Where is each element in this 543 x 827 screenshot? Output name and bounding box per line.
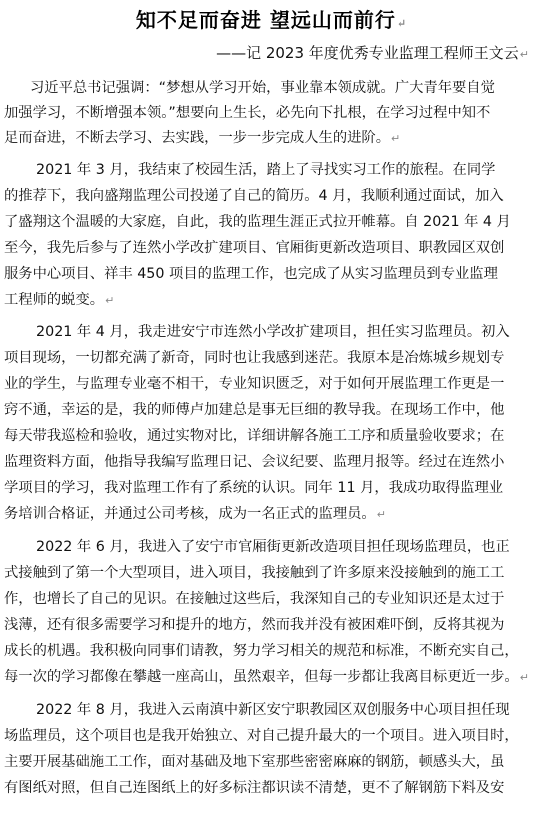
body-line: 2021 年 4 月，我走进安宁市连然小学改扩建项目，担任实习监理员。初入 xyxy=(36,324,510,340)
body-line: 了盛翔这个温暖的大家庭，自此，我的监理生涯正式拉开帷幕。自 2021 年 4 月 xyxy=(4,214,511,230)
body-line: 业的学生，与监理专业毫不相干，专业知识匮乏，对于如何开展监理工作更是一 xyxy=(4,376,505,392)
article-title xyxy=(0,4,543,33)
body-line: 作，也增长了自己的见识。在接触过这些后，我深知自己的专业知识还是太过于 xyxy=(4,591,505,607)
article-title-text: 知不足而奋进 望远山而前行 xyxy=(135,8,396,32)
body-line: 学项目的学习，我对监理工作有了系统的认识。同年 11 月，我成功取得监理业 xyxy=(4,480,504,496)
body-line: 加强学习，不断增强本领。”想要向上生长，必先向下扎根，在学习过程中知不 xyxy=(4,105,491,121)
body-line: 习近平总书记强调：“梦想从学习开始，事业靠本领成就。广大青年要自觉 xyxy=(30,80,495,96)
body-line: 项目现场，一切都充满了新奇，同时也让我感到迷茫。我原本是冶炼城乡规划专 xyxy=(4,350,505,366)
paragraph-mark: ↵ xyxy=(519,671,529,684)
body-line: 至今，我先后参与了连然小学改扩建项目、官厢街更新改造项目、职教园区双创 xyxy=(4,240,505,256)
body-line: 有图纸对照，但自己连图纸上的好多标注都识读不清楚，更不了解钢筋下料及安 xyxy=(4,780,505,796)
body-line: 足而奋进，不断去学习、去实践，一步一步完成人生的进阶。↵ xyxy=(4,130,401,146)
body-line: 窍不通，幸运的是，我的师傅卢加建总是事无巨细的教导我。在现场工作中，他 xyxy=(4,402,505,418)
body-line: 成长的机遇。我积极向同事们请教，努力学习相关的规范和标准，不断充实自己， xyxy=(4,643,519,659)
paragraph-mark: ↵ xyxy=(396,17,408,30)
body-line: 服务中心项目、祥丰 450 项目的监理工作，也完成了从实习监理员到专业监理 xyxy=(4,266,498,282)
paragraph-mark: ↵ xyxy=(519,48,529,61)
paragraph-mark: ↵ xyxy=(391,132,401,145)
body-line: 2022 年 6 月，我进入了安宁市官厢街更新改造项目担任现场监理员，也正 xyxy=(36,539,510,555)
body-line: 主要开展基础施工工作，面对基础及地下室那些密密麻麻的钢筋，顿感头大，虽 xyxy=(4,754,505,770)
body-line: 的推荐下，我向盛翔监理公司投递了自己的简历。4 月，我顺利通过面试，加入 xyxy=(4,188,504,204)
paragraph-mark: ↵ xyxy=(376,508,386,521)
body-line: 场监理员，这个项目也是我开始独立、对自己提升最大的一个项目。进入项目时， xyxy=(4,728,519,744)
paragraph-mark: ↵ xyxy=(105,294,115,307)
body-line: 浅薄，还有很多需要学习和提升的地方，然而我并没有被困难吓倒，反将其视为 xyxy=(4,617,505,633)
body-line: 2022 年 8 月，我进入云南滇中新区安宁职教园区双创服务中心项目担任现 xyxy=(36,702,510,718)
article-subtitle xyxy=(216,42,529,63)
body-line: 工程师的蜕变。↵ xyxy=(4,292,115,308)
body-line: 每一次的学习都像在攀越一座高山，虽然艰辛，但每一步都让我离目标更近一步。↵ xyxy=(4,669,529,685)
article-subtitle-text: ——记 2023 年度优秀专业监理工程师王文云 xyxy=(216,44,519,62)
body-line: 2021 年 3 月，我结束了校园生活，踏上了寻找实习工作的旅程。在同学 xyxy=(36,162,496,178)
body-line: 务培训合格证，并通过公司考核，成为一名正式的监理员。↵ xyxy=(4,506,386,522)
body-line: 每天带我巡检和验收，通过实物对比，详细讲解各施工工序和质量验收要求；在 xyxy=(4,428,505,444)
body-line: 监理资料方面，他指导我编写监理日记、会议纪要、监理月报等。经过在连然小 xyxy=(4,454,505,470)
body-line: 式接触到了第一个大型项目，进入项目，我接触到了许多原来没接触到的施工工 xyxy=(4,565,505,581)
